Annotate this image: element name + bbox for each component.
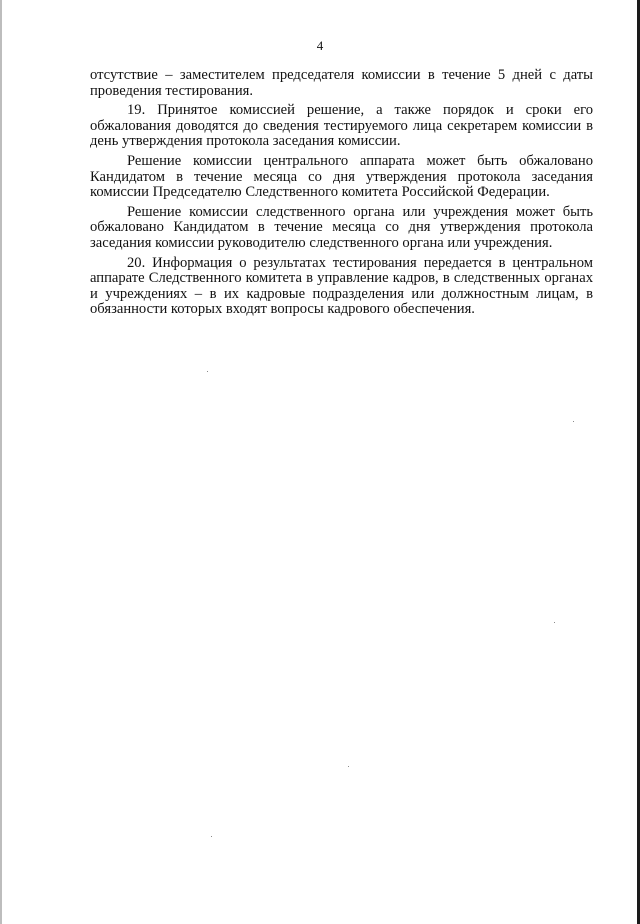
scan-speck bbox=[207, 371, 208, 372]
scan-speck bbox=[348, 766, 349, 767]
scan-left-edge bbox=[0, 0, 2, 924]
page-number: 4 bbox=[316, 38, 324, 53]
paragraph-20: 20. Информация о результатах тестирования передается в центральном аппарате Следственного комитета в управление кадров, в следственных органах и учреждениях – в их кадровые подразделения или должностным лицам, в обязанности которых входят вопросы кадрового обеспечения. bbox=[90, 254, 593, 318]
paragraph-19: 19. Принятое комиссией решение, а также порядок и сроки его обжалования доводятся до сведения тестируемого лица секретарем комиссии в день утверждения протокола заседания комиссии. bbox=[90, 102, 593, 150]
scan-speck bbox=[554, 622, 555, 623]
paragraph-appeal-local: Решение комиссии следственного органа или учреждения может быть обжаловано Кандидатом в течение месяца со дня утверждения протокола заседания комиссии руководителю следственного органа или учреждения. bbox=[90, 203, 593, 251]
document-body bbox=[90, 68, 593, 322]
scan-speck bbox=[573, 421, 574, 422]
paragraph-continuation: отсутствие – заместителем председателя комиссии в течение 5 дней с даты проведения тестирования. bbox=[90, 67, 593, 99]
paragraph-appeal-central: Решение комиссии центрального аппарата может быть обжаловано Кандидатом в течение месяца со дня утверждения протокола заседания комиссии Председателю Следственного комитета Российской Федерации. bbox=[90, 152, 593, 201]
scan-speck bbox=[211, 836, 212, 837]
